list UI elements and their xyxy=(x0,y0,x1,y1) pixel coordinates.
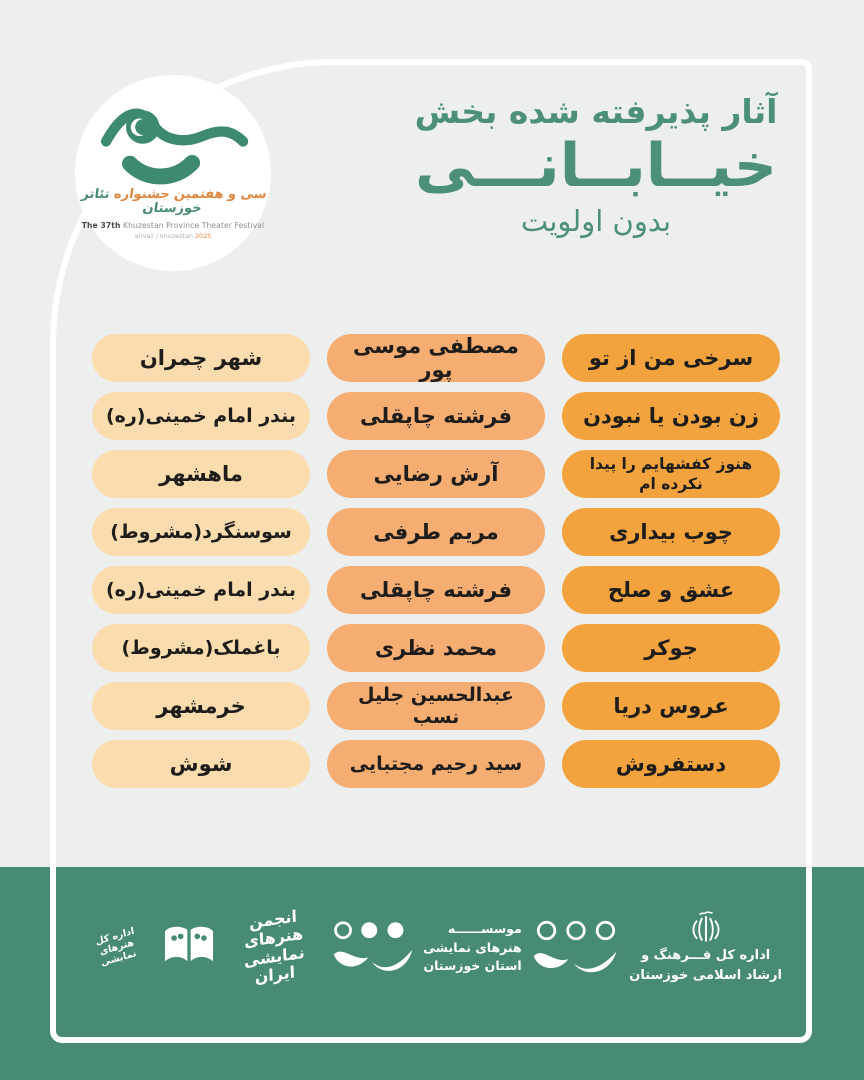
work-director: فرشته چاپقلی xyxy=(327,392,545,440)
association-calligraphy: انجمن هنرهای نمایشی ایران xyxy=(243,906,305,988)
work-title: چوب بیداری xyxy=(562,508,780,556)
page-header xyxy=(398,92,794,238)
logo-persian-calligraphy: سی و هفتمین جشنواره تئاتر خوزستان xyxy=(80,186,268,216)
work-city: شوش xyxy=(92,740,310,788)
header-line3: بدون اولویت xyxy=(520,204,672,238)
work-city: سوسنگرد(مشروط) xyxy=(92,508,310,556)
institute-label xyxy=(423,920,522,976)
work-title: عروس دریا xyxy=(562,682,780,730)
iran-emblem-icon xyxy=(689,910,723,946)
institute-label-line1: موسســــــه xyxy=(447,920,522,936)
footer-logo-performing-arts-institute xyxy=(423,919,622,977)
work-title: زن بودن یا نبودن xyxy=(562,392,780,440)
work-city: بندر امام خمینی(ره) xyxy=(92,566,310,614)
work-title: دستفروش xyxy=(562,740,780,788)
open-book-icon xyxy=(160,923,218,973)
footer-logos xyxy=(82,893,782,1003)
work-title: هنوز کفشهایم را پیدا نکرده ام xyxy=(562,450,780,498)
work-director: مصطفی موسی پور xyxy=(327,334,545,382)
work-director: عبدالحسین جلیل نسب xyxy=(327,682,545,730)
theater-faces-icon xyxy=(530,919,622,977)
header-section-name: خیــابــانـــی xyxy=(414,131,778,201)
ershad-label-line2: ارشاد اسلامی خوزستان xyxy=(629,968,782,983)
festival-logo-mark-icon xyxy=(93,100,253,186)
works-grid xyxy=(92,334,780,788)
work-title: سرخی من از تو xyxy=(562,334,780,382)
work-city: ماهشهر xyxy=(92,450,310,498)
footer-logo-performing-arts-association xyxy=(226,906,416,988)
work-city: بندر امام خمینی(ره) xyxy=(92,392,310,440)
ershad-label-line1: اداره کل فـــرهنگ و xyxy=(641,947,771,963)
work-city: باغملک(مشروط) xyxy=(92,624,310,672)
header-line1: آثار پذیرفته شده بخش xyxy=(414,92,778,131)
work-city: خرمشهر xyxy=(92,682,310,730)
work-director: فرشته چاپقلی xyxy=(327,566,545,614)
footer-logo-culture-ershad xyxy=(629,910,782,986)
work-director: آرش رضایی xyxy=(327,450,545,498)
logo-english-title: The 37th Khuzestan Province Theater Festival xyxy=(81,221,265,231)
logo-subtitle: ahvaz / khuzestan 2025 xyxy=(134,232,212,241)
work-director: محمد نظری xyxy=(327,624,545,672)
work-title: جوکر xyxy=(562,624,780,672)
institute-label-line2: هنرهای نمایشی xyxy=(423,939,522,955)
footer-logo-dramatic-arts-office xyxy=(82,923,218,973)
work-director: مریم طرفی xyxy=(327,508,545,556)
institute-label-line3: استان خوزستان xyxy=(423,958,522,974)
work-city: شهر چمران xyxy=(92,334,310,382)
dramatic-arts-office-calligraphy: اداره کل هنرهای نمایشی xyxy=(94,925,138,969)
festival-logo xyxy=(75,75,271,271)
work-director: سید رحیم مجتبایی xyxy=(327,740,545,788)
work-title: عشق و صلح xyxy=(562,566,780,614)
dots-face-icon xyxy=(330,919,416,977)
